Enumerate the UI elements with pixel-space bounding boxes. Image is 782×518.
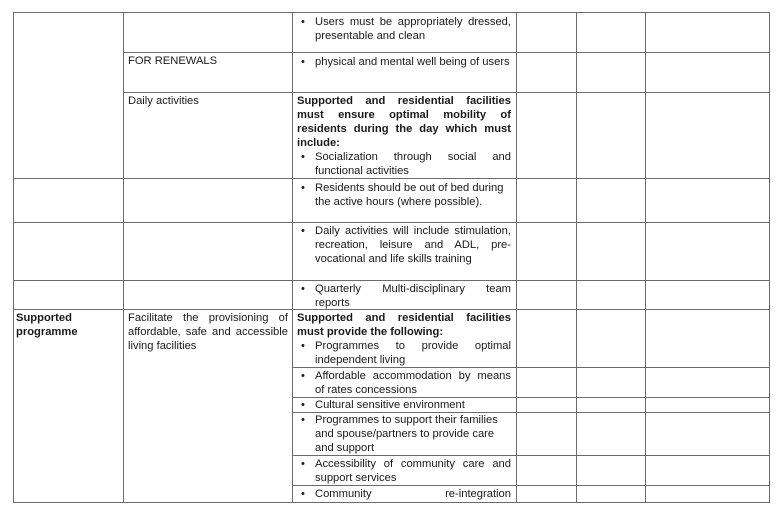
col-divider-1 [123,12,124,503]
col-divider-4 [576,12,577,503]
row-line [13,280,770,281]
row-line-bottom [13,502,770,503]
table-row [297,457,511,485]
table-row [297,311,511,367]
bullet-item: • physical and mental well being of users [297,55,511,69]
bullet-item: • Accessibility of community care and support services [297,457,511,485]
bullet-item: • Programmes to provide optimal independent living [297,339,511,367]
requirements-table [13,12,770,503]
bullet-item: • Daily activities will include stimulation, recreation, leisure and ADL, pre-vocational and life skills training [297,224,511,266]
table-row [297,55,511,69]
row-label: FOR RENEWALS [128,55,218,67]
row-description: Facilitate the provisioning of affordable, safe and accessible living facilities [128,312,288,352]
table-row [297,282,511,310]
table-row [297,398,511,412]
bullet-item: • Programmes to support their families and spouse/partners to provide care and support [297,413,511,455]
bullet-item: • Users must be appropriately dressed, presentable and clean [297,15,511,43]
bullet-item: • Cultural sensitive environment [297,398,511,412]
row-line [292,455,770,456]
table-row [297,15,511,43]
section-label: Supported programme [16,312,78,338]
col-divider-3 [516,12,517,503]
row-line-top [13,12,770,13]
row-line [292,485,770,486]
bullet-item: • Socialization through social and functional activities [297,150,511,178]
bullet-item: • Community re-integration [297,487,511,501]
row-line [13,178,770,179]
row-label: Daily activities [128,95,199,107]
requirement-intro: Supported and residential facilities must ensure optimal mobility of residents during the day which must include: [297,95,511,149]
row-line [123,92,770,93]
table-row [297,487,511,501]
row-line [123,52,770,53]
row-line [292,367,770,368]
bullet-item: • Affordable accommodation by means of rates concessions [297,369,511,397]
table-row [297,369,511,397]
table-row [297,413,511,455]
table-row [297,224,511,266]
requirement-intro: Supported and residential facilities must provide the following: [297,312,511,338]
bullet-item: • Quarterly Multi-disciplinary team reports [297,282,511,310]
row-line [13,222,770,223]
col-divider-5 [645,12,646,503]
table-row [297,94,511,178]
col-divider-right [769,12,770,503]
col-divider-2 [292,12,293,503]
bullet-item: • Residents should be out of bed during the active hours (where possible). [297,181,511,209]
table-row [297,181,511,209]
col-divider-left [13,12,14,503]
